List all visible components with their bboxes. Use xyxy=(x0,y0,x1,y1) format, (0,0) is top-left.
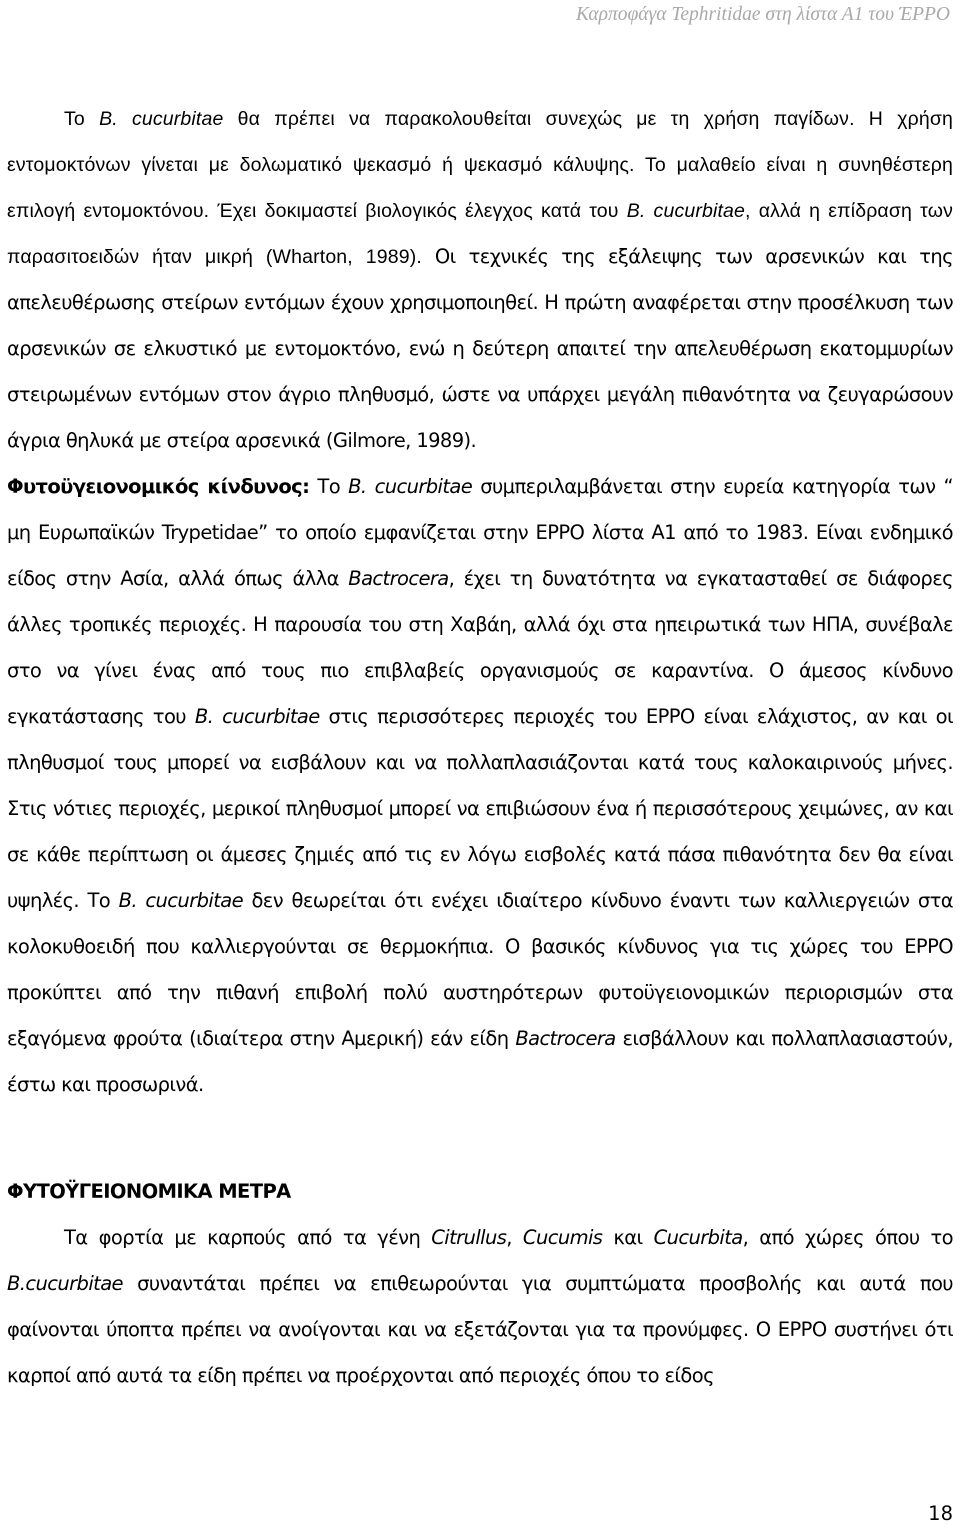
page-number: 18 xyxy=(928,1502,953,1525)
paragraph-phytosanitary-risk: Φυτοϋγειονομικός κίνδυνος: Το B. cucurbitae συμπεριλαμβάνεται στην ευρεία κατηγορία των “ μη Ευρωπαϊκών Trypetidae” το οποίο εμφανίζεται στην ΕΡΡΟ λίστα Α1 από το 1983. Είναι ενδημικό είδος στην Ασία, αλλά όπως άλλα Bactrocera, έχει τη δυνατότητα να εγκατασταθεί σε διάφορες άλλες τροπικές περιοχές. Η παρουσία του στη Χαβάη, αλλά όχι στα ηπειρωτικά των ΗΠΑ, συνέβαλε στο να γίνει ένας από τους πιο επιβλαβείς οργανισμούς σε καραντίνα. Ο άμεσος κίνδυνο εγκατάστασης του B. cucurbitae στις περισσότερες περιοχές του ΕΡΡΟ είναι ελάχιστος, αν και οι πληθυσμοί τους μπορεί να εισβάλουν και να πολλαπλασιάζονται κατά τους καλοκαιρινούς μήνες. Στις νότιες περιοχές, μερικοί πληθυσμοί μπορεί να επιβιώσουν ένα ή περισσότερους χειμώνες, αν και σε κάθε περίπτωση οι άμεσες ζημιές από τις εν λόγω εισβολές κατά πάσα πιθανότητα δεν θα είναι υψηλές. Το B. cucurbitae δεν θεωρείται ότι ενέχει ιδιαίτερο κίνδυνο έναντι των καλλιεργειών στα κολοκυθοειδή που καλλιεργούνται σε θερμοκήπια. Ο βασικός κίνδυνος για τις χώρες του ΕΡΡΟ προκύπτει από την πιθανή επιβολή πολύ αυστηρότερων φυτοϋγειονομικών περιορισμών στα εξαγόμενα φρούτα (ιδιαίτερα στην Αμερική) εάν είδη Bactrocera εισβάλλουν και πολλαπλασιαστούν, έστω και προσωρινά. xyxy=(7,475,953,1096)
genus-name: Bactrocera xyxy=(348,567,449,590)
genus-name: Bactrocera xyxy=(515,1027,616,1050)
genus-name: Cucumis xyxy=(522,1226,603,1249)
species-name: B.cucurbitae xyxy=(7,1272,123,1295)
species-name: B. cucurbitae xyxy=(99,108,224,130)
species-name: B. cucurbitae xyxy=(194,705,320,728)
paragraph-monitoring: Το B. cucurbitae θα πρέπει να παρακολουθείται συνεχώς με τη χρήση παγίδων. Η χρήση εντομοκτόνων γίνεται με δολωματικό ψεκασμό ή ψεκασμό κάλυψης. Το μαλαθείο είναι η συνηθέστερη επιλογή εντομοκτόνου. Έχει δοκιμαστεί βιολογικός έλεγχος κατά του B. cucurbitae, αλλά η επίδραση των παρασιτοειδών ήταν μικρή (Wharton, 1989). Οι τεχνικές της εξάλειψης των αρσενικών και της απελευθέρωσης στείρων εντόμων έχουν χρησιμοποιηθεί. Η πρώτη αναφέρεται στην προσέλκυση των αρσενικών σε ελκυστικό με εντομοκτόνο, ενώ η δεύτερη απαιτεί την απελευθέρωση εκατομμυρίων στειρωμένων εντόμων στον άγριο πληθυσμό, ώστε να υπάρχει μεγάλη πιθανότητα να ζευγαρώσουν άγρια θηλυκά με στείρα αρσενικά (Gilmore, 1989). xyxy=(7,108,954,452)
paragraph-measures: Τα φορτία με καρπούς από τα γένη Citrullus, Cucumis και Cucurbita, από χώρες όπου το B.cucurbitae συναντάται πρέπει να επιθεωρούνται για συμπτώματα προσβολής και αυτά που φαίνονται ύποπτα πρέπει να ανοίγονται και να εξετάζονται για τα προνύμφες. Ο ΕΡΡΟ συστήνει ότι καρποί από αυτά τα είδη πρέπει να προέρχονται από περιοχές όπου το είδος xyxy=(7,1226,954,1387)
species-name: B. cucurbitae xyxy=(626,200,746,222)
body-text xyxy=(7,96,953,1399)
risk-label: Φυτοϋγειονομικός κίνδυνος: xyxy=(7,475,310,498)
genus-name: Citrullus xyxy=(431,1226,507,1249)
genus-name: Cucurbita xyxy=(653,1226,743,1249)
section-heading: ΦΥΤΟΫΓΕΙΟΝΟΜΙΚΑ ΜΕΤΡΑ xyxy=(7,1180,291,1203)
species-name: B. cucurbitae xyxy=(348,475,473,498)
running-header: Καρποφάγα Tephritidae στη λίστα Α1 του ΈΡΡΟ xyxy=(575,4,950,25)
paragraph-monitoring-serif: Το B. cucurbitae θα πρέπει να παρακολουθείται συνεχώς με τη χρήση παγίδων. Η χρήση εντομοκτόνων γίνεται με δολωματικό ψεκασμό ή ψεκασμό κάλυψης. Το μαλαθείο είναι η συνηθέστερη επιλογή εντομοκτόνου. Έχει δοκιμαστεί βιολογικός έλεγχος κατά του B. cucurbitae, αλλά η επίδραση των παρασιτοειδών ήταν μικρή (Wharton, 1989). xyxy=(7,108,954,268)
species-name: B. cucurbitae xyxy=(118,889,243,912)
